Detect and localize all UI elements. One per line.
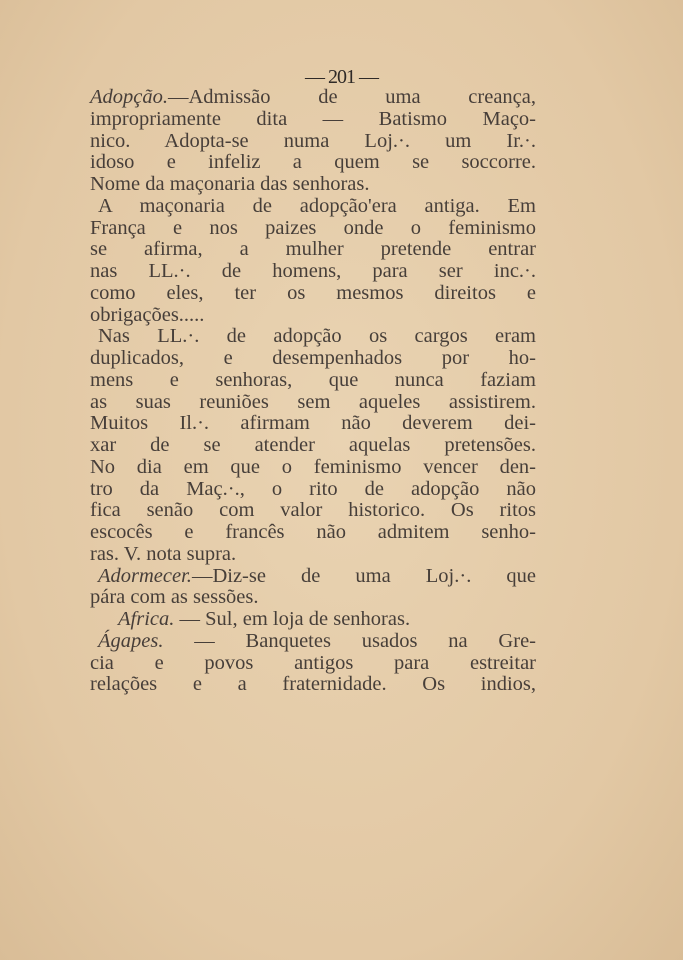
text-line <box>90 521 536 543</box>
line-text: nico. Adopta-se numa Loj.·. um Ir.·. <box>90 129 536 152</box>
line-text: — Sul, em loja de senhoras. <box>174 608 411 630</box>
line-text: xar de se atender aquelas pretensões. <box>90 434 536 456</box>
text-line <box>98 630 536 652</box>
text-line <box>90 369 536 391</box>
line-text: como eles, ter os mesmos direitos e <box>90 281 536 304</box>
text-line <box>90 391 536 413</box>
line-text: Nome da maçonaria das senhoras. <box>90 173 370 195</box>
line-text: as suas reuniões sem aqueles assistirem. <box>90 390 536 413</box>
entry-term: Adopção. <box>90 86 168 108</box>
text-line <box>90 652 536 674</box>
entry-term: Ágapes. <box>98 629 164 652</box>
text-line <box>90 673 536 695</box>
text-line <box>90 434 536 456</box>
text-line <box>90 151 536 173</box>
text-line <box>90 108 536 130</box>
text-line <box>90 543 536 565</box>
text-line <box>98 195 536 217</box>
line-text: fica senão com valor historico. Os ritos <box>90 499 536 522</box>
line-text: se afirma, a mulher pretende entrar <box>90 238 536 261</box>
line-text: escocês e francês não admitem senho- <box>90 521 536 543</box>
text-line <box>90 304 536 326</box>
line-text: obrigações..... <box>90 303 205 326</box>
text-line <box>90 173 536 195</box>
text-line <box>90 282 536 304</box>
text-line <box>90 86 536 108</box>
text-line <box>90 238 536 260</box>
line-text: idoso e infeliz a quem se soccorre. <box>90 151 536 174</box>
line-text: —Diz-se de uma Loj.·. que <box>191 564 536 587</box>
text-line <box>90 217 536 239</box>
entry-term: Adormecer. <box>98 564 192 587</box>
line-text: Muitos Il.·. afirmam não deverem dei- <box>90 412 536 435</box>
line-text: duplicados, e desempenhados por ho- <box>90 347 536 369</box>
line-text: tro da Maç.·., o rito de adopção não <box>90 477 536 500</box>
text-line <box>90 586 536 608</box>
text-line <box>98 325 536 347</box>
entry-term: Africa. <box>118 608 175 630</box>
line-text: França e nos paizes onde o feminismo <box>90 216 536 239</box>
text-line <box>90 412 536 434</box>
line-text: No dia em que o feminismo vencer den- <box>90 455 536 478</box>
text-line <box>90 456 536 478</box>
line-text: — Banquetes usados na Gre- <box>163 629 536 652</box>
text-line <box>118 608 536 630</box>
line-text: relações e a fraternidade. Os indios, <box>90 673 536 696</box>
line-text: A maçonaria de adopção'era antiga. Em <box>98 194 536 217</box>
text-line <box>90 478 536 500</box>
line-text: nas LL.·. de homens, para ser inc.·. <box>90 260 536 282</box>
line-text: pára com as sessões. <box>90 586 259 609</box>
line-text: mens e senhoras, que nunca faziam <box>90 368 536 391</box>
text-line <box>90 499 536 521</box>
line-text: cia e povos antigos para estreitar <box>90 651 536 674</box>
text-line <box>90 130 536 152</box>
text-line <box>98 565 536 587</box>
text-line <box>90 260 536 282</box>
page-number: — 201 — <box>305 66 378 88</box>
line-text: ras. V. nota supra. <box>90 542 237 565</box>
line-text: Nas LL.·. de adopção os cargos eram <box>98 325 536 348</box>
line-text: impropriamente dita — Batismo Maço- <box>90 107 536 130</box>
text-line <box>90 347 536 369</box>
line-text: —Admissão de uma creança, <box>168 86 536 108</box>
